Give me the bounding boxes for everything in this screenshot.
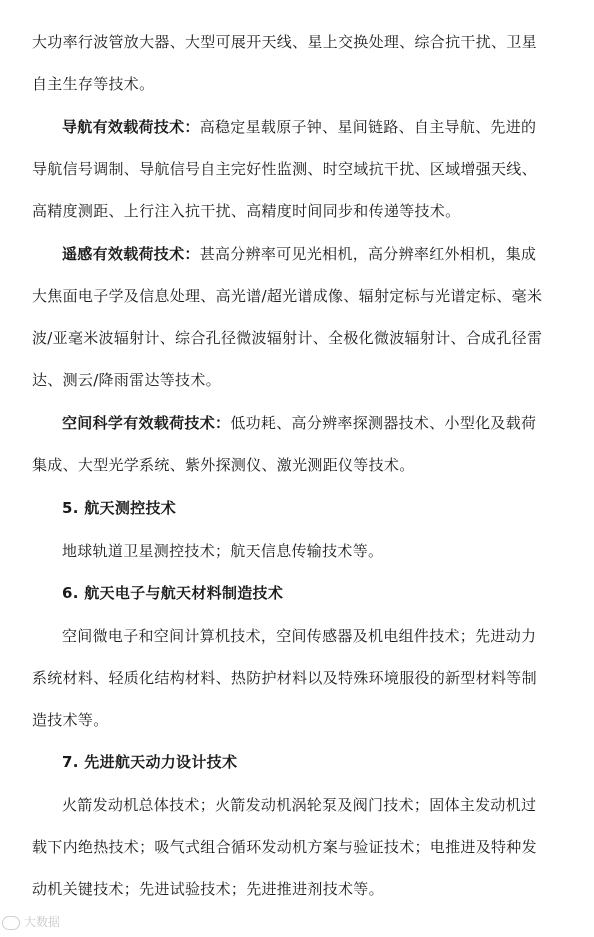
paragraph-text: 甚高分辨率可见光相机，高分辨率红外相机，集成 <box>199 245 537 263</box>
section-heading: 7. 先进航天动力设计技术 <box>62 753 238 771</box>
paragraph-line: 载下内绝热技术；吸气式组合循环发动机方案与验证技术；电推进及特种发 <box>32 838 537 856</box>
paragraph-line: 大功率行波管放大器、大型可展开天线、星上交换处理、综合抗干扰、卫星 <box>32 33 537 51</box>
watermark-text: 大数据 <box>24 915 61 929</box>
paragraph-line: 造技术等。 <box>32 711 109 729</box>
paragraph-line: 自主生存等技术。 <box>32 75 155 93</box>
paragraph-heading: 导航有效载荷技术： <box>62 118 200 136</box>
section-heading: 5. 航天测控技术 <box>62 499 177 517</box>
paragraph-line: 动机关键技术；先进试验技术；先进推进剂技术等。 <box>32 880 384 898</box>
section-heading: 6. 航天电子与航天材料制造技术 <box>62 584 284 602</box>
paragraph-line: 导航信号调制、导航信号自主完好性监测、时空域抗干扰、区域增强天线、 <box>32 160 537 178</box>
paragraph-line: 大焦面电子学及信息处理、高光谱/超光谱成像、辐射定标与光谱定标、毫米 <box>32 287 543 305</box>
paragraph-line: 空间微电子和空间计算机技术，空间传感器及机电组件技术；先进动力 <box>62 627 537 645</box>
paragraph-first-line <box>62 117 536 137</box>
paragraph-line: 火箭发动机总体技术；火箭发动机涡轮泵及阀门技术；固体主发动机过 <box>62 796 537 814</box>
paragraph-line: 达、测云/降雨雷达等技术。 <box>32 371 221 389</box>
paragraph-line: 波/亚毫米波辐射计、综合孔径微波辐射计、全极化微波辐射计、合成孔径雷 <box>32 329 543 347</box>
watermark <box>2 912 60 932</box>
paragraph-line: 集成、大型光学系统、紫外探测仪、激光测距仪等技术。 <box>32 456 415 474</box>
paragraph-line: 系统材料、轻质化结构材料、热防护材料以及特殊环境服役的新型材料等制 <box>32 669 537 687</box>
paragraph-heading: 空间科学有效载荷技术： <box>62 414 231 432</box>
paragraph-first-line <box>62 413 536 433</box>
paragraph-line: 高精度测距、上行注入抗干扰、高精度时间同步和传递等技术。 <box>32 202 461 220</box>
weibo-logo-icon <box>2 916 20 930</box>
paragraph-line: 地球轨道卫星测控技术；航天信息传输技术等。 <box>62 542 384 560</box>
paragraph-text: 低功耗、高分辨率探测器技术、小型化及载荷 <box>230 414 537 432</box>
paragraph-heading: 遥感有效载荷技术： <box>62 245 200 263</box>
paragraph-first-line <box>62 244 536 264</box>
paragraph-text: 高稳定星载原子钟、星间链路、自主导航、先进的 <box>199 118 537 136</box>
